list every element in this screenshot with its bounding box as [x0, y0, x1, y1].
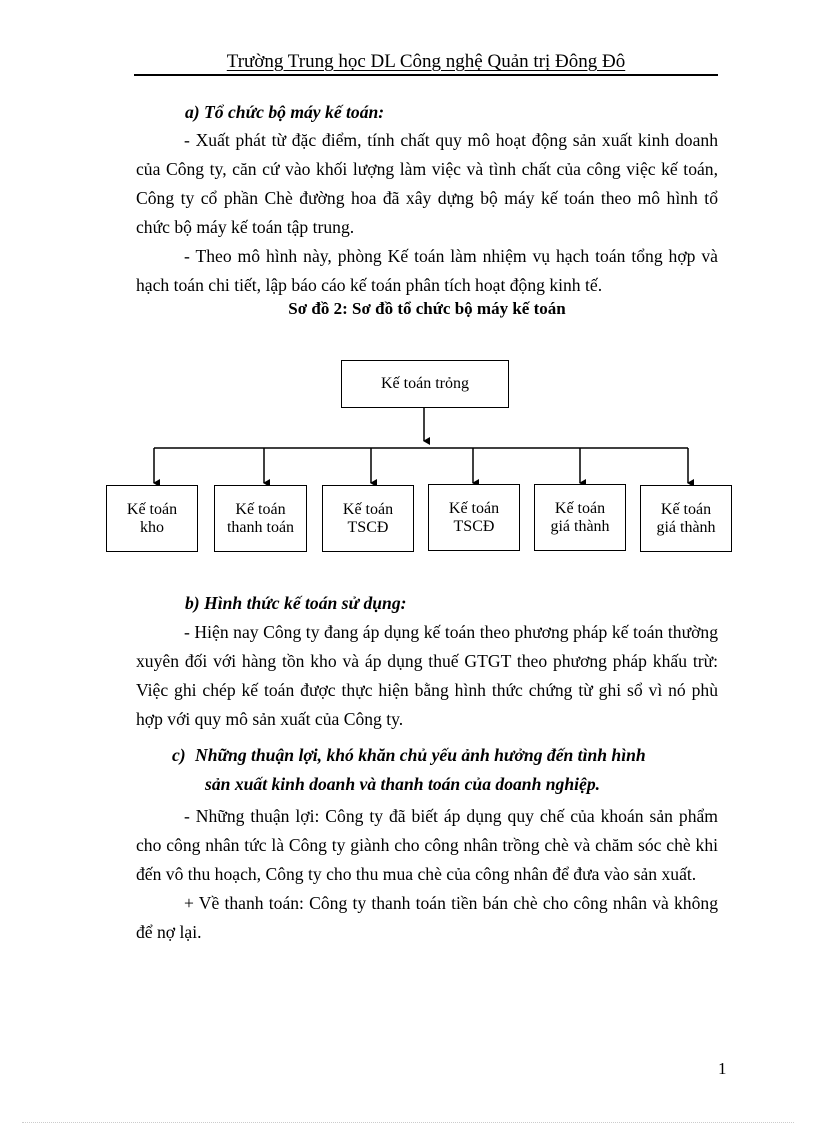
- child-box-1: [106, 485, 198, 552]
- child-box-4-line1: Kế toán: [448, 499, 500, 517]
- diagram-caption: Sơ đồ 2: Sơ đồ tổ chức bộ máy kế toán: [288, 299, 566, 318]
- child-box-6: [640, 485, 732, 552]
- child-box-2: [214, 485, 307, 552]
- page-header: [134, 50, 718, 76]
- section-a-title: a) Tổ chức bộ máy kế toán:: [185, 102, 385, 122]
- section-c-body: [136, 802, 718, 947]
- section-a-body: [136, 126, 718, 300]
- child-box-5-line1: Kế toán: [554, 499, 606, 517]
- chief-accountant-label: Kế toán trỏng: [381, 375, 469, 392]
- school-name: Trường Trung học DL Công nghệ Quản trị Đông Đô: [226, 51, 626, 72]
- child-box-5-line2: giá thành: [550, 517, 610, 535]
- child-box-2-line2: thanh toán: [226, 518, 295, 536]
- section-b-title: b) Hình thức kế toán sử dụng:: [185, 593, 407, 613]
- section-c-title-line1: Những thuận lợi, khó khăn chủ yếu ảnh hưởng đến tình hình: [195, 745, 646, 765]
- child-box-4: [428, 484, 520, 551]
- section-b-paragraph: - Hiện nay Công ty đang áp dụng kế toán theo phương pháp kế toán thường xuyên đối với hàng tồn kho và áp dụng thuế GTGT theo phương pháp khấu trừ: Việc ghi chép kế toán được thực hiện bằng hình thức chứng từ ghi sổ vì nó phù hợp với quy mô sản xuất của Công ty.: [136, 622, 718, 729]
- child-box-1-line2: kho: [139, 518, 164, 536]
- child-box-6-line2: giá thành: [656, 518, 716, 536]
- section-a-paragraph-2: - Theo mô hình này, phòng Kế toán làm nhiệm vụ hạch toán tổng hợp và hạch toán chi tiết, lập báo cáo kế toán phân tích hoạt động kinh tế.: [136, 246, 718, 295]
- section-c-paragraph-1: - Những thuận lợi: Công ty đã biết áp dụng quy chế của khoán sản phẩm cho công nhân tức là Công ty giành cho công nhân trồng chè và chăm sóc chè khi đến vô thu hoạch, Công ty cho thu mua chè của công nhân để đưa vào sản xuất.: [136, 806, 718, 884]
- chief-accountant-box: [341, 360, 509, 408]
- child-box-4-line2: TSCĐ: [453, 517, 495, 535]
- section-c-title-line2: sản xuất kinh doanh và thanh toán của doanh nghiệp.: [205, 774, 601, 794]
- child-box-3: [322, 485, 414, 552]
- child-box-5: [534, 484, 626, 551]
- child-box-3-line2: TSCĐ: [347, 518, 389, 536]
- child-box-3-line1: Kế toán: [342, 500, 394, 518]
- section-c-label: c): [172, 745, 186, 765]
- child-box-2-line1: Kế toán: [235, 500, 286, 518]
- section-a-paragraph-1: - Xuất phát từ đặc điểm, tính chất quy mô hoạt động sản xuất kinh doanh của Công ty, căn cứ vào khối lượng làm việc và tình chất của công việc kế toán, Công ty cổ phần Chè đường hoa đã xây dựng bộ máy kế toán theo mô hình tổ chức bộ máy kế toán tập trung.: [136, 130, 718, 237]
- child-box-6-line1: Kế toán: [660, 500, 712, 518]
- page-number: 1: [718, 1059, 727, 1078]
- section-c-title: [172, 741, 719, 799]
- section-c-paragraph-2: + Về thanh toán: Công ty thanh toán tiền bán chè cho công nhân và không để nợ lại.: [136, 893, 718, 942]
- section-b-body: [136, 618, 718, 734]
- child-box-1-line1: Kế toán: [126, 500, 178, 518]
